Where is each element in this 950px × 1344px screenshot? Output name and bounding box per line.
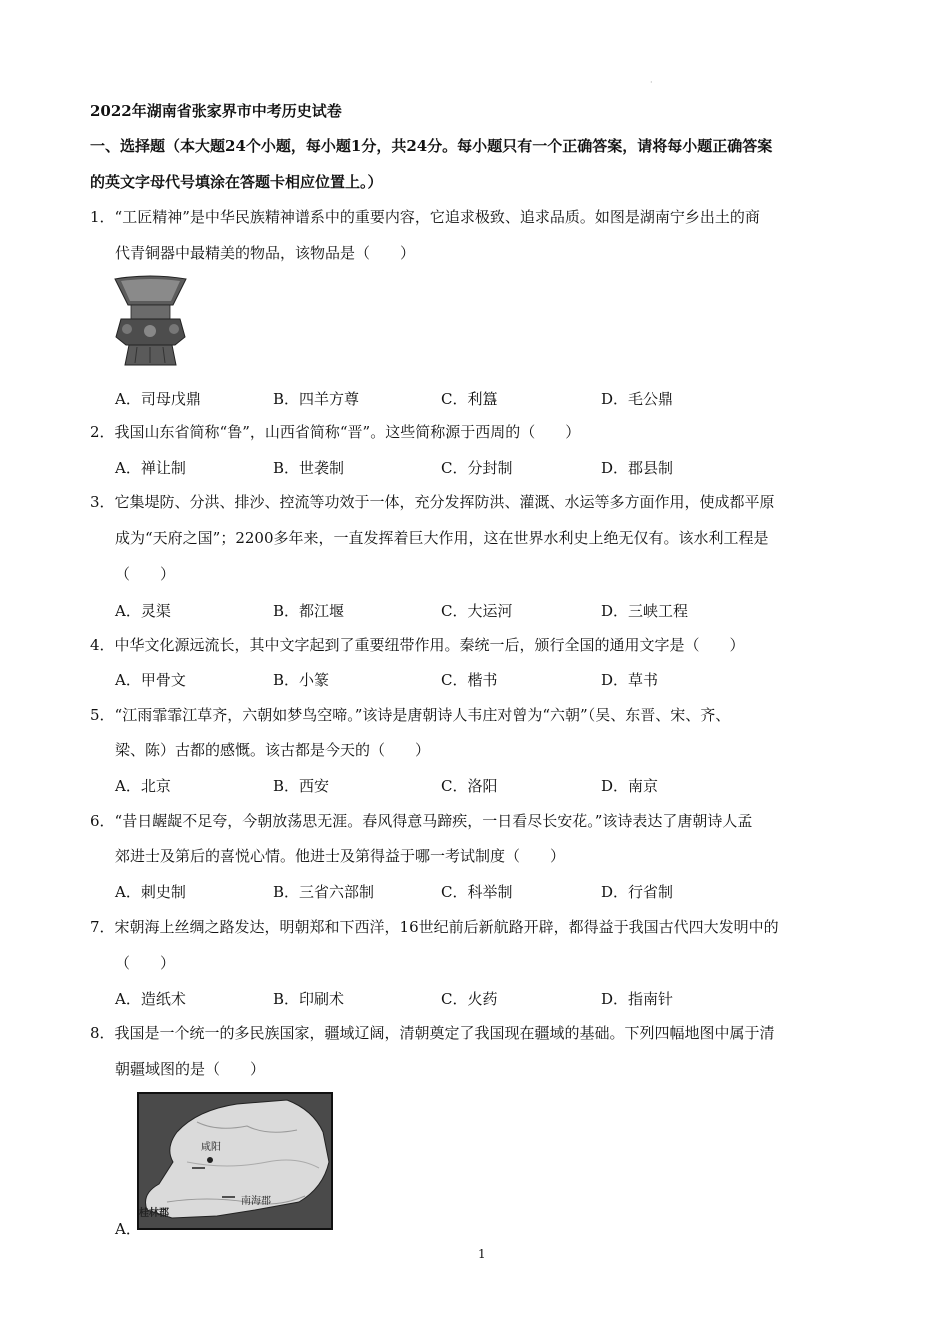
question-8-cont	[90, 1059, 870, 1079]
question-6-cont	[90, 846, 870, 866]
option-b[interactable]: B．四羊方尊	[273, 390, 360, 408]
question-1-cont	[90, 243, 870, 263]
map-label-nanhai: 南海郡	[241, 1196, 271, 1207]
option-c[interactable]: C．分封制	[441, 459, 513, 477]
question-text: 7．宋朝海上丝绸之路发达，明朝郑和下西洋，16世纪前后新航路开辟，都得益于我国古代四大发明中的	[90, 918, 779, 936]
option-c[interactable]: C．科举制	[441, 883, 513, 901]
question-text: 6．“昔日龌龊不足夸，今朝放荡思无涯。春风得意马蹄疾，一日看尽长安花。”该诗表达了唐朝诗人孟	[90, 812, 753, 830]
option-d[interactable]: D．郡县制	[601, 459, 674, 477]
option-d[interactable]: D．草书	[601, 671, 659, 689]
option-a[interactable]: A．北京	[115, 777, 171, 795]
option-b[interactable]: B．世袭制	[273, 459, 345, 477]
option-a[interactable]: A．刺史制	[115, 883, 186, 901]
option-c[interactable]: C．楷书	[441, 671, 498, 689]
question-text: 成为“天府之国”；2200多年来，一直发挥着巨大作用，这在世界水利史上绝无仅有。该水利工程是	[115, 529, 769, 547]
question-text: 5．“江雨霏霏江草齐，六朝如梦鸟空啼。”该诗是唐朝诗人韦庄对曾为“六朝”（吴、东晋、宋、齐、	[90, 706, 731, 724]
option-d[interactable]: D．南京	[601, 777, 659, 795]
question-text: 4．中华文化源远流长，其中文字起到了重要纽带作用。秦统一后，颁行全国的通用文字是（ ）	[90, 636, 745, 654]
question-3	[90, 492, 870, 512]
question-text: 梁、陈）古都的感慨。该古都是今天的（ ）	[115, 741, 431, 759]
question-3-cont2	[90, 564, 870, 584]
option-a[interactable]: A．禅让制	[115, 459, 186, 477]
section-instructions-line1: 一、选择题（本大题24个小题，每小题1分，共24分。每小题只有一个正确答案，请将每小题正确答案	[90, 137, 773, 155]
option-d[interactable]: D．三峡工程	[601, 602, 689, 620]
question-6	[90, 811, 870, 831]
bronze-vessel-image	[113, 275, 188, 367]
option-d[interactable]: D．毛公鼎	[601, 390, 674, 408]
map-label-guilin: 桂林郡	[139, 1208, 169, 1219]
question-5-cont	[90, 740, 870, 760]
map-label-xianyang: 咸阳	[201, 1142, 221, 1153]
option-a[interactable]: A．造纸术	[115, 990, 186, 1008]
question-text: 2．我国山东省简称“鲁”，山西省简称“晋”。这些简称源于西周的（ ）	[90, 423, 581, 441]
question-text: 8．我国是一个统一的多民族国家，疆域辽阔，清朝奠定了我国现在疆域的基础。下列四幅地图中属于清	[90, 1024, 775, 1042]
question-text: 郊进士及第后的喜悦心情。他进士及第得益于哪一考试制度（ ）	[115, 847, 566, 865]
option-b[interactable]: B．小篆	[273, 671, 330, 689]
option-a[interactable]: A．甲骨文	[115, 671, 186, 689]
option-c[interactable]: C．洛阳	[441, 777, 498, 795]
option-a[interactable]: A．司母戊鼎	[115, 390, 201, 408]
question-1	[90, 207, 870, 227]
question-text: 代青铜器中最精美的物品，该物品是（ ）	[115, 244, 416, 262]
question-4	[90, 635, 870, 655]
map-option-a-image[interactable]	[137, 1092, 333, 1230]
option-a-label[interactable]: A．	[115, 1220, 141, 1238]
option-b[interactable]: B．西安	[273, 777, 330, 795]
option-c[interactable]: C．大运河	[441, 602, 513, 620]
option-b[interactable]: B．印刷术	[273, 990, 345, 1008]
question-text: 3．它集堤防、分洪、排沙、控流等功效于一体，充分发挥防洪、灌溉、水运等多方面作用，使成都平原	[90, 493, 775, 511]
question-3-cont	[90, 528, 870, 548]
scan-dot: ·	[650, 78, 653, 87]
option-a[interactable]: A．灵渠	[115, 602, 171, 620]
question-5	[90, 705, 870, 725]
option-b[interactable]: B．三省六部制	[273, 883, 375, 901]
question-8	[90, 1023, 870, 1043]
option-c[interactable]: C．利簋	[441, 390, 498, 408]
option-c[interactable]: C．火药	[441, 990, 498, 1008]
page-number: 1	[478, 1247, 486, 1261]
question-7	[90, 917, 870, 937]
question-text: 朝疆域图的是（ ）	[115, 1060, 266, 1078]
option-d[interactable]: D．指南针	[601, 990, 674, 1008]
question-text: （ ）	[115, 565, 176, 583]
option-d[interactable]: D．行省制	[601, 883, 674, 901]
question-2	[90, 422, 870, 442]
question-text: 1．“工匠精神”是中华民族精神谱系中的重要内容，它追求极致、追求品质。如图是湖南宁乡出土的商	[90, 208, 760, 226]
question-text: （ ）	[115, 954, 176, 972]
section-instructions-line2: 的英文字母代号填涂在答题卡相应位置上。）	[90, 173, 383, 191]
page-title: 2022年湖南省张家界市中考历史试卷	[90, 102, 342, 120]
question-7-cont	[90, 953, 870, 973]
option-b[interactable]: B．都江堰	[273, 602, 345, 620]
